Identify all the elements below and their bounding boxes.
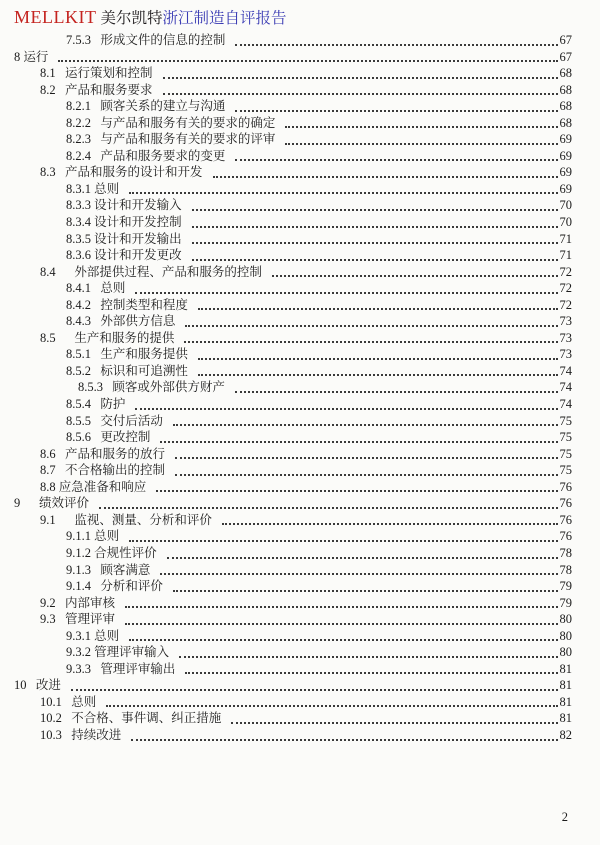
- toc-entry-text: 8 运行: [14, 49, 49, 64]
- toc-entry: [0, 330, 572, 347]
- toc-entry-text: 10.1 总则: [40, 694, 97, 709]
- toc-entry-page: 75: [559, 446, 572, 461]
- dot-leader: [285, 126, 557, 128]
- dot-leader: [131, 739, 557, 741]
- toc-entry: [0, 32, 572, 49]
- toc-entry-page: 76: [559, 529, 572, 544]
- toc-entry-page: 81: [559, 678, 572, 693]
- toc-entry-page: 72: [559, 264, 572, 279]
- toc-entry: [0, 131, 572, 148]
- dot-leader: [192, 259, 558, 261]
- toc-entry-text: 10.2 不合格、事件调、纠正措施: [40, 711, 222, 726]
- toc-entry: [0, 164, 572, 181]
- dot-leader: [175, 474, 557, 476]
- toc-entry: [0, 346, 572, 363]
- toc-entry: [0, 297, 572, 314]
- toc-entry-text: 8.3.4 设计和开发控制: [66, 215, 182, 230]
- toc-entry-page: 79: [559, 595, 572, 610]
- document-header: [14, 6, 287, 30]
- dot-leader: [160, 573, 557, 575]
- toc-entry: [0, 595, 572, 612]
- toc-entry: [0, 197, 572, 214]
- toc-entry: [0, 429, 572, 446]
- toc-entry: [0, 148, 572, 165]
- toc-entry: [0, 562, 572, 579]
- toc-entry: [0, 528, 572, 545]
- toc-entry-page: 80: [559, 612, 572, 627]
- header-title-blue: 浙江制造自评报告: [162, 10, 287, 27]
- toc-entry-text: 9.1.4 分析和评价: [66, 579, 163, 594]
- toc-entry: [0, 512, 572, 529]
- toc-entry-text: 8.3 产品和服务的设计和开发: [40, 165, 203, 180]
- toc-entry-text: 8.5 生产和服务的提供: [40, 330, 175, 345]
- toc-entry: [0, 231, 572, 248]
- dot-leader: [198, 308, 558, 310]
- dot-leader: [99, 507, 557, 509]
- toc-entry-text: 8.8 应急准备和响应: [40, 479, 147, 494]
- toc-entry: [0, 181, 572, 198]
- toc-entry: [0, 396, 572, 413]
- dot-leader: [185, 672, 557, 674]
- toc-entry-text: 10.3 持续改进: [40, 727, 122, 742]
- toc-entry: [0, 462, 572, 479]
- toc-entry-page: 74: [559, 397, 572, 412]
- toc-entry: [0, 65, 572, 82]
- toc-entry: [0, 446, 572, 463]
- toc-entry-page: 75: [559, 430, 572, 445]
- dot-leader: [173, 590, 558, 592]
- toc-entry-page: 73: [559, 330, 572, 345]
- toc-entry-text: 8.2.2 与产品和服务有关的要求的确定: [66, 115, 276, 130]
- dot-leader: [163, 93, 558, 95]
- toc-entry-text: 8.1 运行策划和控制: [40, 66, 153, 81]
- toc-entry-text: 9.1 监视、测量、分析和评价: [40, 512, 212, 527]
- toc-entry-page: 78: [559, 545, 572, 560]
- toc-entry-text: 8.2 产品和服务要求: [40, 82, 153, 97]
- toc-entry-text: 9.3.1 总则: [66, 628, 120, 643]
- toc-entry-page: 76: [559, 496, 572, 511]
- dot-leader: [129, 639, 557, 641]
- toc-entry-page: 69: [559, 165, 572, 180]
- toc-entry-text: 8.4.3 外部供方信息: [66, 314, 176, 329]
- toc-entry: [0, 264, 572, 281]
- toc-entry-text: 9.1.3 顾客满意: [66, 562, 151, 577]
- toc-entry-text: 8.5.3 顾客或外部供方财产: [78, 380, 225, 395]
- toc-entry-text: 8.2.3 与产品和服务有关的要求的评审: [66, 132, 276, 147]
- toc-entry: [0, 545, 572, 562]
- dot-leader: [71, 689, 558, 691]
- toc-entry-page: 71: [559, 231, 572, 246]
- dot-leader: [135, 292, 557, 294]
- toc-entry-text: 8.3.6 设计和开发更改: [66, 248, 182, 263]
- dot-leader: [179, 656, 557, 658]
- toc-entry-text: 8.5.4 防护: [66, 397, 126, 412]
- toc-entry: [0, 578, 572, 595]
- dot-leader: [160, 441, 557, 443]
- toc-entry-page: 71: [559, 248, 572, 263]
- toc-entry-text: 10 改进: [14, 678, 61, 693]
- dot-leader: [235, 391, 558, 393]
- toc-entry: [0, 694, 572, 711]
- toc-entry-text: 9.1.1 总则: [66, 529, 120, 544]
- toc-entry-text: 9.2 内部审核: [40, 595, 116, 610]
- toc-entry-text: 8.5.5 交付后活动: [66, 413, 163, 428]
- toc-entry-text: 8.3.3 设计和开发输入: [66, 198, 182, 213]
- toc-entry: [0, 628, 572, 645]
- dot-leader: [129, 540, 557, 542]
- toc-entry: [0, 280, 572, 297]
- toc-entry: [0, 49, 572, 66]
- toc-entry-text: 8.5.2 标识和可追溯性: [66, 363, 188, 378]
- toc-entry: [0, 115, 572, 132]
- dot-leader: [167, 557, 558, 559]
- toc-entry-text: 9.3.2 管理评审输入: [66, 645, 170, 660]
- toc-entry-page: 67: [559, 49, 572, 64]
- toc-entry-page: 70: [559, 215, 572, 230]
- toc-entry-text: 8.2.1 顾客关系的建立与沟通: [66, 99, 226, 114]
- dot-leader: [222, 523, 558, 525]
- toc-entry-text: 8.2.4 产品和服务要求的变更: [66, 148, 226, 163]
- dot-leader: [272, 275, 558, 277]
- toc-entry-page: 68: [559, 66, 572, 81]
- toc-entry-text: 8.4 外部提供过程、产品和服务的控制: [40, 264, 262, 279]
- dot-leader: [285, 143, 557, 145]
- toc-entry-text: 8.3.1 总则: [66, 181, 120, 196]
- toc-entry-text: 9 绩效评价: [14, 496, 90, 511]
- dot-leader: [135, 408, 557, 410]
- footer-page-number: 2: [561, 810, 568, 824]
- toc-entry-page: 68: [559, 115, 572, 130]
- toc-entry: [0, 413, 572, 430]
- toc-entry-text: 8.7 不合格输出的控制: [40, 463, 166, 478]
- dot-leader: [192, 209, 558, 211]
- dot-leader: [198, 374, 558, 376]
- toc-entry-text: 8.3.5 设计和开发输出: [66, 231, 182, 246]
- toc-entry: [0, 644, 572, 661]
- toc-entry-page: 81: [559, 711, 572, 726]
- dot-leader: [125, 606, 557, 608]
- dot-leader: [125, 623, 557, 625]
- toc-entry: [0, 677, 572, 694]
- toc-entry: [0, 710, 572, 727]
- dot-leader: [175, 457, 557, 459]
- toc-list: [0, 32, 600, 744]
- toc-entry-page: 69: [559, 132, 572, 147]
- toc-entry-page: 68: [559, 82, 572, 97]
- toc-entry-text: 8.5.1 生产和服务提供: [66, 347, 188, 362]
- toc-entry: [0, 82, 572, 99]
- toc-entry-text: 9.3 管理评审: [40, 612, 116, 627]
- toc-entry: [0, 363, 572, 380]
- dot-leader: [184, 341, 557, 343]
- dot-leader: [235, 110, 557, 112]
- toc-entry-page: 81: [559, 661, 572, 676]
- dot-leader: [192, 226, 558, 228]
- toc-entry: [0, 313, 572, 330]
- toc-entry: [0, 611, 572, 628]
- toc-entry-page: 82: [559, 727, 572, 742]
- toc-entry: [0, 661, 572, 678]
- toc-entry-page: 75: [559, 413, 572, 428]
- toc-entry-page: 78: [559, 562, 572, 577]
- dot-leader: [235, 44, 557, 46]
- dot-leader: [156, 490, 557, 492]
- header-title-black: 美尔凯特: [100, 10, 163, 27]
- brand-logo-text: MELLKIT: [14, 7, 97, 27]
- toc-entry: [0, 479, 572, 496]
- toc-entry-page: 69: [559, 181, 572, 196]
- toc-entry: [0, 727, 572, 744]
- dot-leader: [198, 358, 558, 360]
- dot-leader: [231, 722, 557, 724]
- toc-entry-page: 72: [559, 281, 572, 296]
- toc-entry-text: 8.4.2 控制类型和程度: [66, 297, 188, 312]
- dot-leader: [185, 325, 557, 327]
- toc-entry-text: 8.4.1 总则: [66, 281, 126, 296]
- toc-entry: [0, 247, 572, 264]
- toc-entry-page: 76: [559, 479, 572, 494]
- toc-entry-page: 74: [559, 363, 572, 378]
- dot-leader: [173, 424, 558, 426]
- toc-entry-text: 8.5.6 更改控制: [66, 430, 151, 445]
- toc-entry-text: 9.1.2 合规性评价: [66, 545, 157, 560]
- toc-entry-page: 75: [559, 463, 572, 478]
- toc-entry-page: 68: [559, 99, 572, 114]
- dot-leader: [213, 176, 558, 178]
- toc-entry-page: 79: [559, 579, 572, 594]
- toc-entry-page: 73: [559, 314, 572, 329]
- toc-entry-page: 80: [559, 628, 572, 643]
- toc-entry-page: 69: [559, 148, 572, 163]
- toc-entry: [0, 214, 572, 231]
- dot-leader: [58, 60, 557, 62]
- toc-entry-page: 76: [559, 512, 572, 527]
- toc-entry: [0, 379, 572, 396]
- toc-entry-text: 7.5.3 形成文件的信息的控制: [66, 33, 226, 47]
- toc-entry-text: 9.3.3 管理评审输出: [66, 661, 176, 676]
- dot-leader: [163, 77, 558, 79]
- dot-leader: [129, 192, 557, 194]
- toc-entry-page: 67: [559, 33, 572, 47]
- dot-leader: [192, 242, 558, 244]
- toc-entry-text: 8.6 产品和服务的放行: [40, 446, 166, 461]
- dot-leader: [106, 705, 557, 707]
- dot-leader: [235, 159, 557, 161]
- toc-entry: [0, 98, 572, 115]
- toc-entry-page: 80: [559, 645, 572, 660]
- toc-entry: [0, 495, 572, 512]
- toc-entry-page: 70: [559, 198, 572, 213]
- toc-entry-page: 73: [559, 347, 572, 362]
- toc-entry-page: 72: [559, 297, 572, 312]
- toc-entry-page: 81: [559, 694, 572, 709]
- toc-entry-page: 74: [559, 380, 572, 395]
